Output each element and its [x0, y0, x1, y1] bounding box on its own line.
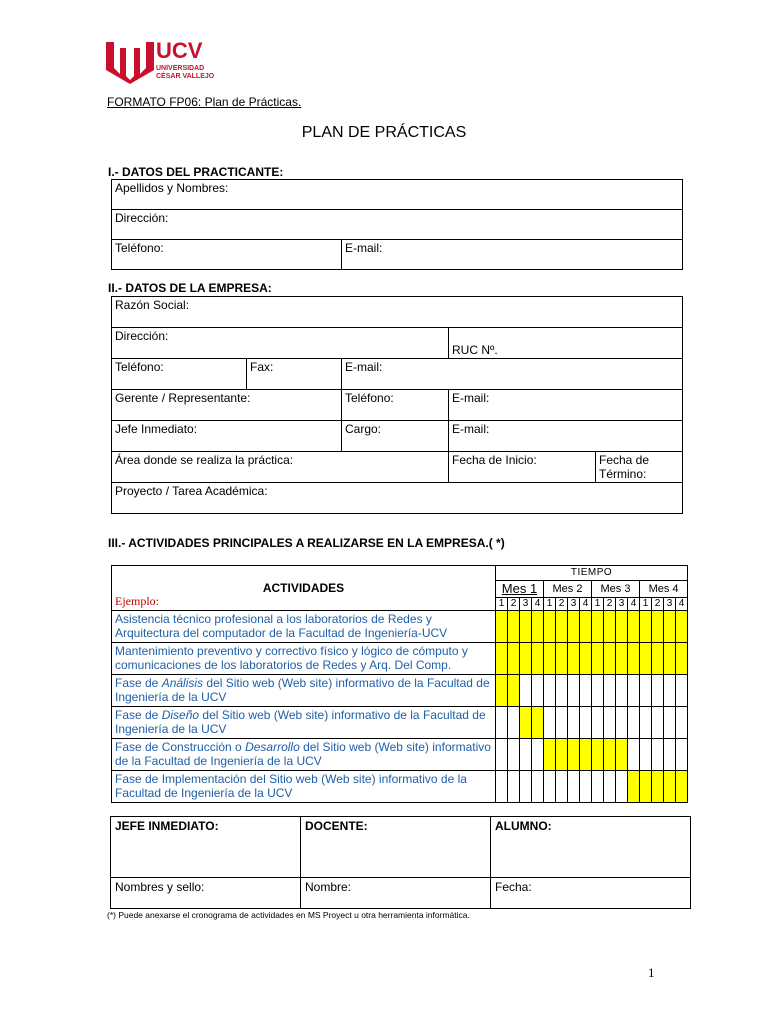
- page-number: 1: [648, 965, 655, 980]
- week-number: 3: [520, 598, 532, 611]
- activity-row: [112, 707, 688, 739]
- activity-row: [112, 771, 688, 803]
- schedule-cell[interactable]: [664, 707, 676, 739]
- logo-name: UCV: [156, 38, 203, 63]
- week-number: 2: [604, 598, 616, 611]
- example-label: Ejemplo:: [115, 594, 159, 608]
- week-number: 1: [640, 598, 652, 611]
- schedule-cell[interactable]: [640, 707, 652, 739]
- month-header: Mes 1: [496, 581, 544, 598]
- ucv-logo: [104, 38, 234, 84]
- week-number: 3: [568, 598, 580, 611]
- schedule-cell[interactable]: [532, 771, 544, 803]
- schedule-cell-active[interactable]: [592, 643, 604, 675]
- logo-line1: UNIVERSIDAD: [156, 65, 205, 72]
- schedule-cell[interactable]: [556, 771, 568, 803]
- schedule-cell-active[interactable]: [652, 611, 664, 643]
- activity-description[interactable]: [112, 643, 496, 675]
- schedule-cell[interactable]: [592, 675, 604, 707]
- section3-title: III.- ACTIVIDADES PRINCIPALES A REALIZARSE EN LA EMPRESA.( *): [108, 536, 505, 550]
- company-phone-field[interactable]: Teléfono:: [112, 359, 247, 390]
- schedule-cell[interactable]: [568, 771, 580, 803]
- activity-text: Diseño: [161, 708, 200, 722]
- schedule-cell-active[interactable]: [580, 739, 592, 771]
- schedule-cell-active[interactable]: [664, 611, 676, 643]
- ruc-field[interactable]: RUC Nº.: [449, 328, 683, 359]
- schedule-cell[interactable]: [532, 739, 544, 771]
- schedule-cell[interactable]: [676, 675, 688, 707]
- schedule-cell-active[interactable]: [676, 771, 688, 803]
- supervisor-field[interactable]: Jefe Inmediato:: [112, 421, 342, 452]
- schedule-cell-active[interactable]: [592, 611, 604, 643]
- project-field[interactable]: Proyecto / Tarea Académica:: [112, 483, 683, 514]
- schedule-cell[interactable]: [628, 707, 640, 739]
- position-field[interactable]: Cargo:: [342, 421, 449, 452]
- schedule-cell-active[interactable]: [628, 611, 640, 643]
- activity-text: Fase de: [115, 676, 162, 690]
- section1-title: I.- DATOS DEL PRACTICANTE:: [108, 165, 284, 179]
- activities-header-label: ACTIVIDADES: [262, 581, 345, 595]
- schedule-cell-active[interactable]: [676, 611, 688, 643]
- week-number: 1: [496, 598, 508, 611]
- schedule-cell[interactable]: [604, 771, 616, 803]
- schedule-cell-active[interactable]: [640, 611, 652, 643]
- company-data-table: [111, 296, 683, 514]
- schedule-cell[interactable]: [616, 771, 628, 803]
- schedule-cell-active[interactable]: [616, 643, 628, 675]
- schedule-cell[interactable]: [520, 739, 532, 771]
- week-number: 3: [616, 598, 628, 611]
- activity-description[interactable]: [112, 771, 496, 803]
- week-number: 2: [508, 598, 520, 611]
- week-number: 2: [556, 598, 568, 611]
- schedule-cell[interactable]: [556, 707, 568, 739]
- manager-field[interactable]: Gerente / Representante:: [112, 390, 342, 421]
- schedule-cell-active[interactable]: [580, 643, 592, 675]
- schedule-cell-active[interactable]: [532, 643, 544, 675]
- activity-text: Análisis: [161, 676, 204, 690]
- activity-text: Fase de Implementación del Sitio web (Web site) informativo de la Facultad de Ingeniería de la UCV: [115, 772, 467, 800]
- page-title: PLAN DE PRÁCTICAS: [301, 124, 467, 141]
- schedule-cell-active[interactable]: [496, 675, 508, 707]
- schedule-cell-active[interactable]: [508, 675, 520, 707]
- month-header: Mes 2: [544, 581, 592, 598]
- activity-text: del Sitio web (Web site) informativo de la Facultad de Ingeniería de la UCV: [115, 708, 486, 736]
- names-seal-field[interactable]: Nombres y sello:: [111, 878, 301, 909]
- schedule-cell-active[interactable]: [496, 643, 508, 675]
- schedule-cell[interactable]: [652, 675, 664, 707]
- week-number: 4: [628, 598, 640, 611]
- email-field[interactable]: E-mail:: [342, 240, 683, 270]
- schedule-cell-active[interactable]: [508, 611, 520, 643]
- names-field[interactable]: Apellidos y Nombres:: [112, 180, 683, 210]
- company-address-field[interactable]: Dirección:: [112, 328, 449, 359]
- activity-row: [112, 643, 688, 675]
- schedule-cell-active[interactable]: [676, 643, 688, 675]
- schedule-cell[interactable]: [532, 675, 544, 707]
- schedule-cell[interactable]: [520, 675, 532, 707]
- schedule-cell[interactable]: [496, 707, 508, 739]
- schedule-cell-active[interactable]: [616, 739, 628, 771]
- schedule-cell-active[interactable]: [592, 739, 604, 771]
- schedule-cell[interactable]: [592, 707, 604, 739]
- activity-text: Mantenimiento preventivo y correctivo físico y lógico de cómputo y comunicaciones de los laboratorios de Redes y Arq. Del Comp.: [115, 644, 468, 672]
- schedule-cell-active[interactable]: [664, 771, 676, 803]
- activity-row: [112, 675, 688, 707]
- schedule-cell-active[interactable]: [556, 643, 568, 675]
- address-field[interactable]: Dirección:: [112, 210, 683, 240]
- schedule-cell-active[interactable]: [628, 771, 640, 803]
- activity-text: Fase de: [115, 708, 162, 722]
- schedule-cell-active[interactable]: [508, 643, 520, 675]
- schedule-cell[interactable]: [580, 675, 592, 707]
- schedule-cell-active[interactable]: [532, 611, 544, 643]
- schedule-cell[interactable]: [544, 771, 556, 803]
- activity-description[interactable]: [112, 675, 496, 707]
- schedule-cell-active[interactable]: [640, 771, 652, 803]
- schedule-cell-active[interactable]: [520, 611, 532, 643]
- schedule-cell-active[interactable]: [544, 739, 556, 771]
- format-title: FORMATO FP06: Plan de Prácticas.: [107, 95, 302, 109]
- schedule-cell-active[interactable]: [604, 739, 616, 771]
- schedule-cell-active[interactable]: [604, 643, 616, 675]
- time-header: TIEMPO: [496, 566, 688, 581]
- schedule-cell[interactable]: [640, 739, 652, 771]
- schedule-cell-active[interactable]: [604, 611, 616, 643]
- footnote: (*) Puede anexarse el cronograma de actividades en MS Proyect u otra herramienta informática.: [107, 910, 470, 920]
- schedule-cell[interactable]: [592, 771, 604, 803]
- schedule-cell-active[interactable]: [580, 611, 592, 643]
- schedule-cell[interactable]: [580, 707, 592, 739]
- activity-description[interactable]: [112, 739, 496, 771]
- schedule-cell[interactable]: [580, 771, 592, 803]
- schedule-cell-active[interactable]: [544, 611, 556, 643]
- start-date-field[interactable]: Fecha de Inicio:: [449, 452, 596, 483]
- schedule-cell[interactable]: [496, 771, 508, 803]
- activities-table: [111, 565, 688, 803]
- signature-table: [110, 816, 691, 909]
- week-number: 4: [580, 598, 592, 611]
- schedule-cell[interactable]: [664, 739, 676, 771]
- signature-date-field[interactable]: Fecha:: [491, 878, 691, 909]
- manager-email-field[interactable]: E-mail:: [449, 390, 683, 421]
- activity-description[interactable]: [112, 707, 496, 739]
- area-field[interactable]: Área donde se realiza la práctica:: [112, 452, 449, 483]
- schedule-cell-active[interactable]: [664, 643, 676, 675]
- schedule-cell[interactable]: [508, 739, 520, 771]
- activity-row: [112, 739, 688, 771]
- schedule-cell-active[interactable]: [544, 643, 556, 675]
- schedule-cell[interactable]: [556, 675, 568, 707]
- student-data-table: [111, 179, 683, 270]
- schedule-cell-active[interactable]: [628, 643, 640, 675]
- schedule-cell-active[interactable]: [568, 643, 580, 675]
- activity-row: [112, 611, 688, 643]
- activity-text: Desarrollo: [245, 740, 300, 754]
- teacher-name-field[interactable]: Nombre:: [301, 878, 491, 909]
- activity-text: del Sitio web (Web site) informativo de la Facultad de Ingeniería de la UCV: [115, 740, 491, 768]
- activity-description[interactable]: [112, 611, 496, 643]
- schedule-cell-active[interactable]: [520, 707, 532, 739]
- schedule-cell-active[interactable]: [556, 739, 568, 771]
- schedule-cell[interactable]: [568, 707, 580, 739]
- schedule-cell[interactable]: [640, 675, 652, 707]
- schedule-cell-active[interactable]: [568, 739, 580, 771]
- company-fax-field[interactable]: Fax:: [247, 359, 342, 390]
- schedule-cell[interactable]: [544, 707, 556, 739]
- schedule-cell-active[interactable]: [556, 611, 568, 643]
- supervisor-email-field[interactable]: E-mail:: [449, 421, 683, 452]
- week-number: 4: [532, 598, 544, 611]
- activities-header: [112, 566, 496, 611]
- activity-text: Fase de Construcción o: [115, 740, 246, 754]
- schedule-cell[interactable]: [520, 771, 532, 803]
- week-number: 3: [664, 598, 676, 611]
- schedule-cell-active[interactable]: [532, 707, 544, 739]
- schedule-cell[interactable]: [628, 675, 640, 707]
- schedule-cell[interactable]: [604, 675, 616, 707]
- student-signature-box[interactable]: ALUMNO:: [491, 817, 691, 878]
- section2-title: II.- DATOS DE LA EMPRESA:: [108, 281, 272, 295]
- schedule-cell-active[interactable]: [652, 771, 664, 803]
- logo-line2: CÉSAR VALLEJO: [156, 73, 215, 80]
- ucv-shield-icon: [104, 38, 234, 84]
- activity-text: del Sitio web (Web site) informativo de la Facultad de Ingeniería de la UCV: [115, 676, 490, 704]
- schedule-cell-active[interactable]: [568, 611, 580, 643]
- week-number: 1: [592, 598, 604, 611]
- schedule-cell[interactable]: [508, 771, 520, 803]
- company-name-field[interactable]: Razón Social:: [112, 297, 683, 328]
- manager-phone-field[interactable]: Teléfono:: [342, 390, 449, 421]
- schedule-cell[interactable]: [616, 675, 628, 707]
- schedule-cell[interactable]: [664, 675, 676, 707]
- schedule-cell[interactable]: [628, 739, 640, 771]
- month-header: Mes 4: [640, 581, 688, 598]
- schedule-cell[interactable]: [676, 707, 688, 739]
- phone-field[interactable]: Teléfono:: [112, 240, 342, 270]
- activity-text: Asistencia técnico profesional a los laboratorios de Redes y Arquitectura del computador de la Facultad de Ingeniería-UCV: [115, 612, 448, 640]
- end-date-field[interactable]: Fecha de Término:: [596, 452, 683, 483]
- schedule-cell[interactable]: [652, 739, 664, 771]
- week-number: 2: [652, 598, 664, 611]
- week-number: 4: [676, 598, 688, 611]
- company-email-field[interactable]: E-mail:: [342, 359, 683, 390]
- teacher-signature-box[interactable]: DOCENTE:: [301, 817, 491, 878]
- schedule-cell[interactable]: [652, 707, 664, 739]
- schedule-cell[interactable]: [544, 675, 556, 707]
- supervisor-signature-box[interactable]: JEFE INMEDIATO:: [111, 817, 301, 878]
- schedule-cell[interactable]: [676, 739, 688, 771]
- schedule-cell[interactable]: [616, 707, 628, 739]
- week-number: 1: [544, 598, 556, 611]
- schedule-cell[interactable]: [508, 707, 520, 739]
- schedule-cell-active[interactable]: [640, 643, 652, 675]
- month-header: Mes 3: [592, 581, 640, 598]
- schedule-cell-active[interactable]: [520, 643, 532, 675]
- schedule-cell[interactable]: [568, 675, 580, 707]
- schedule-cell-active[interactable]: [616, 611, 628, 643]
- schedule-cell-active[interactable]: [652, 643, 664, 675]
- schedule-cell-active[interactable]: [496, 611, 508, 643]
- schedule-cell[interactable]: [496, 739, 508, 771]
- schedule-cell[interactable]: [604, 707, 616, 739]
